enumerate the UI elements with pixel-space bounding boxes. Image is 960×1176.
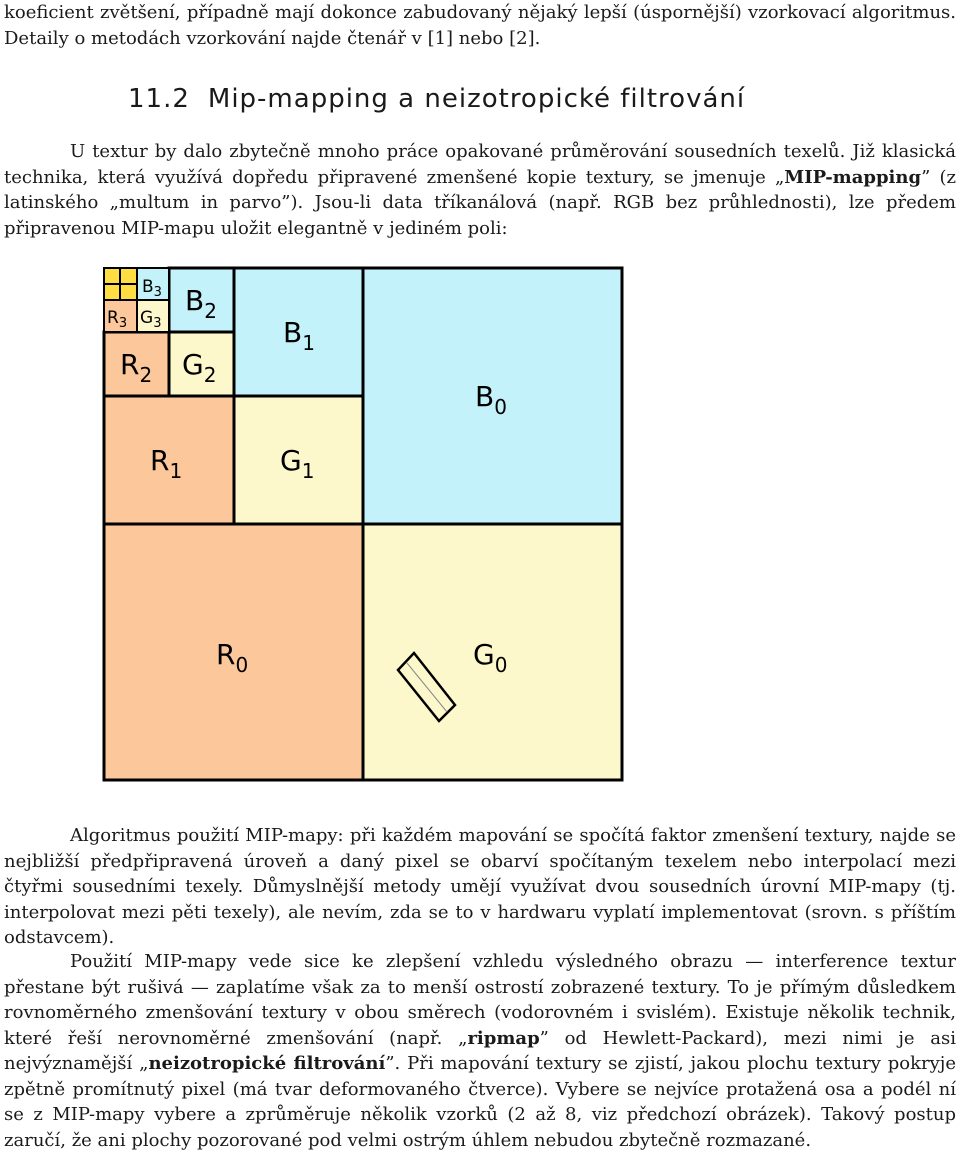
aniso-text-3: ”. Při mapování textury se zjistí, jakou plochu textury pokryje zpětně promítnutý pixel (má tvar deformovaného čtverce). Vybere se nejvíce protažená osa a podél ní se z MIP-mapy vybere a zprůměruje několik vzorků (2 až 8, viz předchozí obrázek). Takový postup zaručí, že ani plochy pozorované pod velmi ostrým úhlem nebudou zbytečně rozmazané.: [4, 1053, 956, 1151]
label-b3: $B_3$: [142, 277, 162, 300]
anisotropic-term: neizotropické filtrování: [148, 1053, 386, 1074]
label-b2: $B_2$: [185, 284, 217, 323]
ripmap-term: ripmap: [467, 1027, 540, 1049]
aniso-text-1: Použití MIP-mapy vede sice ke zlepšení vzhledu výsledného obrazu — interference textur přestane být rušivá — zaplatíme však za to menší ostrostí zobrazené textury. To je přímým důsledkem rovnoměrného zmenšování textury v obou směrech (vodorovném i svislém). Existuje několik technik, které řeší nerovnoměrné zmenšování (např. „: [4, 951, 956, 1049]
section-title: Mip-mapping a neizotropické filtrování: [207, 84, 746, 114]
label-g2: $G_2$: [182, 348, 217, 387]
intro-paragraph: koeficient zvětšení, případně mají dokonce zabudovaný nějaký lepší (úspornější) vzorkovací algoritmus. Detaily o metodách vzorkování najde čtenář v [1] nebo [2].: [4, 2, 956, 49]
label-g3: $G_3$: [140, 308, 162, 331]
mip-term: MIP-mapping: [784, 166, 922, 188]
label-g0: $G_0$: [473, 638, 508, 677]
label-g1: $G_1$: [280, 444, 315, 483]
label-r0: $R_0$: [216, 638, 249, 677]
label-b0: $B_0$: [475, 380, 507, 419]
mip-intro-text-2: ” (z latinského „multum in parvo”). Jsou-li data tříkanálová (např. RGB bez průhlednosti), lze předem připravenou MIP-mapu uložit elegantně v jediném poli:: [4, 166, 956, 239]
mip-intro-text-1: U textur by dalo zbytečně mnoho práce opakované průměrování sousedních texelů. Již klasická technika, která využívá dopředu připravené zmenšené kopie textury, se jmenuje „: [4, 141, 956, 188]
label-b1: $B_1$: [283, 316, 315, 355]
label-r2: $R_2$: [120, 348, 153, 387]
label-r3: $R_3$: [107, 308, 128, 331]
label-r1: $R_1$: [150, 444, 183, 483]
algorithm-paragraph: Algoritmus použití MIP-mapy: při každém mapování se spočítá faktor zmenšení textury, najde se nejbližší předpřipravená úroveň a daný pixel se obarví spočítaným texelem nebo interpolací mezi čtyřmi sousedními texely. Důmyslnější metody umějí využívat dvou sousedních úrovní MIP-mapy (tj. interpolovat mezi pěti texely), ale nevím, zda se to v hardwaru vyplatí implementovat (srovn. s příštím odstavcem).: [4, 825, 956, 948]
aniso-text-2: ” od Hewlett-Packard), mezi nimi je asi nejvýznamější „: [4, 1027, 956, 1074]
section-number: 11.2: [128, 84, 190, 114]
anisotropic-paragraph: [4, 949, 956, 1153]
